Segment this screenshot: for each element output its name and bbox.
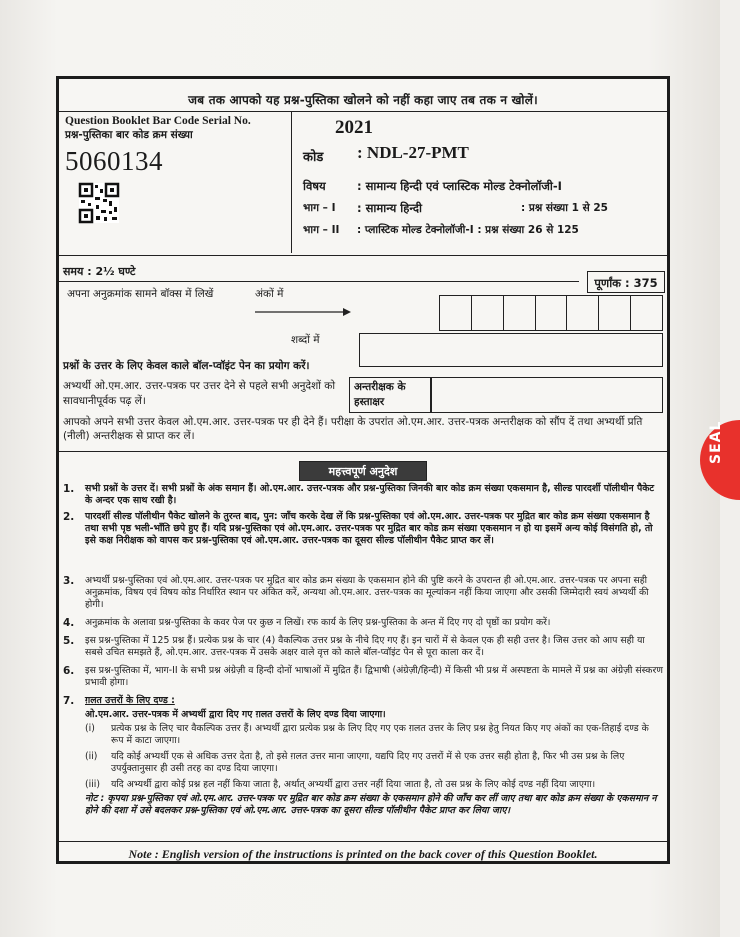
exam-duration: समय : 2½ घण्टे (63, 265, 136, 278)
part1-label: भाग – I (303, 202, 336, 214)
penalty-item: (i) प्रत्येक प्रश्न के लिए चार वैकल्पिक उत्तर हैं। अभ्यर्थी द्वारा प्रत्येक प्रश्न के लिए दिए गए एक ग़लत उत्तर के लिए प्रश्न हेतु नियत किए गए अंकों का एक-तिहाई दण्ड के रूप में काटा जाएगा। (85, 723, 649, 747)
in-digits-label: अंकों में (255, 288, 284, 300)
qr-code-icon (79, 183, 119, 223)
divider (59, 281, 579, 282)
barcode-label-hi: प्रश्न-पुस्तिका बार कोड क्रम संख्या (65, 129, 193, 141)
divider (59, 841, 667, 842)
seal-label: SEAL (708, 420, 724, 464)
code-value: : NDL-27-PMT (357, 143, 469, 162)
digit-cell[interactable] (536, 296, 568, 330)
divider (59, 111, 667, 112)
barcode-block (65, 115, 287, 255)
arrow-right-icon (255, 307, 351, 317)
total-marks: पूर्णांक : 375 (587, 271, 665, 293)
important-instructions-title: महत्त्वपूर्ण अनुदेश (299, 461, 427, 481)
penalty-item: (ii) यदि कोई अभ्यर्थी एक से अधिक उत्तर देता है, तो इसे ग़लत उत्तर माना जाएगा, यद्यपि दिए गए उत्तरों में से एक उत्तर सही होता है, फिर भी उस प्रश्न के लिए उपर्युक्तानुसार ही उसी तरह का दण्ड दिया जाएगा। (85, 751, 625, 775)
invigilator-signature-label: अन्तरीक्षक के हस्ताक्षर (349, 377, 431, 413)
english-version-note: Note : English version of the instructions is printed on the back cover of this Question Booklet. (128, 847, 598, 861)
part1-questions: : प्रश्न संख्या 1 से 25 (521, 202, 608, 214)
instruction-item: 7. ग़लत उत्तरों के लिए दण्ड : (63, 695, 175, 707)
roll-number-label: अपना अनुक्रमांक सामने बॉक्स में लिखें (67, 288, 214, 300)
digit-cell[interactable] (504, 296, 536, 330)
subject-label: विषय (303, 179, 326, 193)
exam-year: 2021 (335, 117, 373, 138)
roll-number-digit-boxes[interactable] (439, 295, 663, 331)
booklet-note: नोट : कृपया प्रश्न-पुस्तिका एवं ओ.एम.आर. उत्तर-पत्रक पर मुद्रित बार कोड क्रम संख्या के एकसमान होने की जाँच कर लीं जाए तथा बार कोड क्रम संख्या के एकसमान न होने की दशा में उसे बदलकर प्रश्न-पुस्तिका एवं ओ.एम.आर. उत्तर-पत्रक का दूसरा सील्ड पॉलीथीन पैकेट प्राप्त कर लिया जाए। (85, 793, 657, 817)
omr-read-instruction: अभ्यर्थी ओ.एम.आर. उत्तर-पत्रक पर उत्तर देने से पहले सभी अनुदेशों को सावधानीपूर्वक पढ़ लें। (63, 380, 336, 407)
serial-number: 5060134 (65, 146, 163, 176)
digit-cell[interactable] (567, 296, 599, 330)
penalty-intro: ओ.एम.आर. उत्तर-पत्रक में अभ्यर्थी द्वारा दिए गए ग़लत उत्तरों के लिए दण्ड दिया जाएगा। (85, 709, 386, 720)
instruction-item: 6. इस प्रश्न-पुस्तिका में, भाग-II के सभी प्रश्न अंग्रेज़ी व हिन्दी दोनों भाषाओं में मुद्रित हैं। द्विभाषी (अंग्रेज़ी/हिन्दी) में किसी भी प्रश्न में अस्पष्टता के मामले में प्रश्न का अंग्रेज़ी संस्करण प्रभावी होगा। (63, 665, 663, 689)
instruction-item: 2. पारदर्शी सील्ड पॉलीथीन पैकेट खोलने के तुरन्त बाद, पुन: जाँच करके देख लें कि प्रश्न-पुस्तिका एवं ओ.एम.आर. उत्तर-पत्रक पर मुद्रित बार कोड क्रम संख्या एकसमान है तथा सभी पृष्ठ भली-भाँति छपे हुए हैं। यदि प्रश्न-पुस्तिका एवं ओ.एम.आर. उत्तर-पत्रक पर मुद्रित बार कोड क्रम संख्या एकसमान न हो या इसमें अन्य कोई विसंगति हो, तो इसे कक्ष निरीक्षक को वापस कर प्रश्न-पुस्तिका एवं ओ.एम.आर. उत्तर-पत्रक का दूसरा सील्ड पॉलीथीन पैकेट प्राप्त कर लें। (63, 511, 653, 547)
penalty-item: (iii) यदि अभ्यर्थी द्वारा कोई प्रश्न हल नहीं किया जाता है, अर्थात् अभ्यर्थी द्वारा उत्तर नहीं दिया जाता है, तो उस प्रश्न के लिए कोई दण्ड नहीं दिया जाएगा। (85, 779, 596, 790)
subject-value: : सामान्य हिन्दी एवं प्लास्टिक मोल्ड टेक्नोलॉजी-I (357, 179, 562, 193)
digit-cell[interactable] (472, 296, 504, 330)
instruction-item: 4. अनुक्रमांक के अलावा प्रश्न-पुस्तिका के कवर पेज पर कुछ न लिखें। रफ कार्य के लिए प्रश्न-पुस्तिका के अन्त में दिए गए दो पृष्ठों का प्रयोग करें। (63, 617, 551, 629)
part1-value: : सामान्य हिन्दी (357, 201, 422, 215)
divider (291, 111, 292, 253)
instruction-item: 5. इस प्रश्न-पुस्तिका में 125 प्रश्न हैं। प्रत्येक प्रश्न के चार (4) वैकल्पिक उत्तर प्रश्न के नीचे दिए गए हैं। इन चारों में से केवल एक ही सही उत्तर है। जिस उत्तर को आप सही या सबसे उचित समझते हैं, ओ.एम.आर. उत्तर-पत्रक में उसके अक्षर वाले वृत्त को काले बॉल-प्वॉइंट पेन से पूरा काला कर दें। (63, 635, 645, 659)
black-pen-instruction: प्रश्नों के उत्तर के लिए केवल काले बॉल-प्वॉइंट पेन का प्रयोग करें। (63, 360, 310, 372)
barcode-label-en: Question Booklet Bar Code Serial No. (65, 115, 251, 127)
divider (59, 451, 667, 452)
code-label: कोड (303, 150, 324, 165)
submit-omr-instruction: आपको अपने सभी उत्तर केवल ओ.एम.आर. उत्तर-पत्रक पर ही देने हैं। परीक्षा के उपरांत ओ.एम.आर. उत्तर-पत्रक अन्तरीक्षक को सौंप दें तथा अभ्यर्थी प्रति (नीली) अन्तरीक्षक से प्राप्त कर लें। (63, 416, 643, 442)
part2-value: : प्लास्टिक मोल्ड टेक्नोलॉजी-I : प्रश्न संख्या 26 से 125 (357, 224, 579, 236)
digit-cell[interactable] (599, 296, 631, 330)
instruction-item: 3. अभ्यर्थी प्रश्न-पुस्तिका एवं ओ.एम.आर. उत्तर-पत्रक पर मुद्रित बार कोड क्रम संख्या के एकसमान होने की पुष्टि करने के उपरान्त ही ओ.एम.आर. उत्तर-पत्रक पर अपना सही अनुक्रमांक, विषय एवं विषय कोड निर्धारित स्थान पर अंकित करें, अन्यथा ओ.एम.आर. उत्तर-पत्रक का मूल्यांकन नहीं किया जाएगा और उसकी जिम्मेदारी स्वयं अभ्यर्थी की होगी। (63, 575, 649, 611)
in-words-label: शब्दों में (291, 334, 320, 346)
booklet-cover (56, 76, 670, 864)
invigilator-signature-box[interactable] (431, 377, 663, 413)
instruction-item: 1. सभी प्रश्नों के उत्तर दें। सभी प्रश्नों के अंक समान हैं। ओ.एम.आर. उत्तर-पत्रक और प्रश्न-पुस्तिका जिनकी बार कोड क्रम संख्या एकसमान है, सील्ड पारदर्शी पॉलीथीन पैकेट के अन्दर एक साथ रखी है। (63, 483, 655, 507)
digit-cell[interactable] (440, 296, 472, 330)
divider (59, 255, 667, 256)
digit-cell[interactable] (631, 296, 662, 330)
part2-label: भाग – II (303, 224, 340, 236)
roll-number-words-box[interactable] (359, 333, 663, 367)
do-not-open-notice: जब तक आपको यह प्रश्न-पुस्तिका खोलने को नहीं कहा जाए तब तक न खोलें। (188, 93, 538, 107)
